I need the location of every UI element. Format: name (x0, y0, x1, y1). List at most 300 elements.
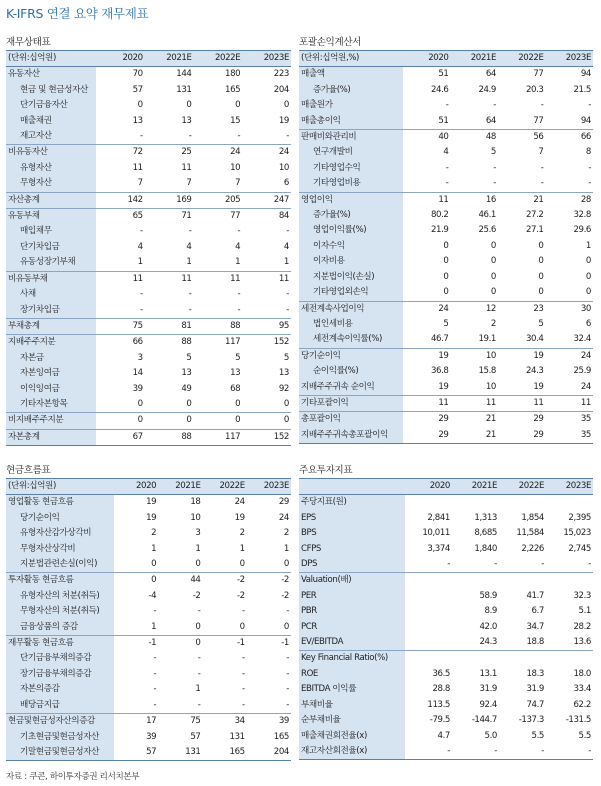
cell-value: 23 (498, 301, 546, 317)
table-row (6, 429, 291, 445)
unit-label: (단위:십억원) (6, 479, 114, 495)
cell-value: - (140, 226, 143, 237)
cell-value: 7 (186, 178, 192, 189)
row-label: 기타포괄이익 (299, 395, 403, 411)
row-label: Key Financial Ratio(%) (299, 651, 405, 667)
cell-value: 6.7 (531, 606, 544, 617)
row-label: 재무활동 현금흐름 (6, 636, 114, 652)
table-row (6, 573, 291, 589)
cell-value: 10 (190, 512, 201, 523)
cell-value: 12 (451, 301, 499, 317)
table-row (299, 285, 593, 301)
cell-value: 0 (239, 559, 245, 570)
cell-value: 0 (538, 287, 544, 298)
cell-value: -1 (247, 636, 291, 652)
cell-value: - (541, 559, 544, 570)
cell-value: 5 (283, 352, 289, 363)
cell-value: 21.5 (573, 84, 591, 95)
table-row (299, 667, 593, 682)
year-header: 2022E (499, 479, 546, 495)
cell-value: 204 (273, 84, 289, 95)
balance-sheet-title: 재무상태표 (6, 37, 51, 48)
cell-value (499, 573, 546, 589)
cell-value: 0 (443, 287, 449, 298)
cell-value: - (242, 699, 245, 710)
cell-value: 6 (283, 178, 289, 189)
cell-value: - (499, 744, 546, 760)
row-label: 총포괄이익 (299, 412, 403, 428)
table-row (299, 98, 593, 113)
row-label: 기타영업외손익 (299, 285, 403, 301)
cell-value: 0 (151, 559, 157, 570)
cell-value: - (286, 289, 289, 300)
row-label: 이자비용 (299, 254, 403, 269)
cell-value: - (242, 653, 245, 664)
cell-value: 0 (239, 621, 245, 632)
table-row (6, 67, 291, 83)
cell-value: 152 (242, 335, 291, 351)
cell-value: 7 (137, 178, 143, 189)
year-header: 2020 (96, 51, 145, 67)
cell-value: 24.6 (430, 84, 449, 95)
cell-value: 18.3 (526, 668, 544, 679)
cell-value: 29 (498, 412, 546, 428)
row-label: 매출총이익 (299, 114, 403, 130)
cell-value: 0 (235, 100, 241, 111)
cell-value: 46.1 (478, 210, 496, 221)
cell-value: 44 (158, 573, 202, 589)
cell-value: 5 (538, 318, 544, 329)
cell-value: 11 (145, 271, 194, 287)
cell-value: 2 (490, 318, 496, 329)
table-row (6, 287, 291, 302)
cell-value: 80.2 (430, 210, 449, 221)
cell-value: 24 (234, 497, 245, 508)
cell-value: 19 (234, 512, 245, 523)
row-label: PCR (299, 620, 405, 635)
cell-value: -2 (281, 590, 289, 601)
cell-value: 77 (533, 115, 544, 126)
cell-value: 95 (242, 318, 291, 334)
row-label: 증가율(%) (299, 208, 403, 223)
cell-value: 14 (132, 368, 143, 379)
cell-value: 19.1 (478, 334, 496, 345)
cell-value: 5.1 (578, 606, 591, 617)
cell-value: 57 (132, 84, 143, 95)
table-row (299, 542, 593, 557)
cell-value: 2 (151, 528, 157, 539)
cell-value: 142 (96, 192, 145, 208)
row-label: 매출원가 (299, 98, 403, 113)
unit-label (299, 479, 405, 495)
cell-value: -1 (203, 636, 247, 652)
cell-value: 24.3 (525, 366, 544, 377)
row-label: EV/EBITDA (299, 635, 405, 651)
cell-value (405, 620, 452, 635)
cell-value: 7 (235, 178, 241, 189)
cell-value: - (493, 162, 496, 173)
row-label: 기말현금및현금성자산 (6, 745, 114, 761)
row-label: 재고자산회전율(x) (299, 744, 405, 760)
key-indicators-table (299, 478, 593, 760)
cell-value (546, 573, 593, 589)
source-note: 자료 : 쿠콘, 하이투자증권 리서치본부 (6, 772, 140, 782)
cell-value: -144.7 (471, 715, 497, 726)
cell-value: 0 (585, 256, 591, 267)
year-header: 2020 (403, 51, 451, 67)
cell-value: 24 (242, 145, 291, 161)
row-label: 매출채권회전율(x) (299, 729, 405, 744)
table-row (6, 714, 291, 730)
cell-value: 165 (273, 731, 289, 742)
row-label: 자본총계 (6, 429, 96, 445)
cell-value: - (197, 668, 201, 679)
cell-value: 34 (203, 714, 247, 730)
cell-value: 25.6 (478, 225, 496, 236)
cell-value: 94 (580, 115, 591, 126)
cell-value: 84 (242, 209, 291, 225)
year-header: 2022E (194, 51, 243, 67)
cell-value: 5.5 (531, 730, 544, 741)
table-row (6, 495, 291, 511)
table-row (299, 604, 593, 619)
table-row (299, 573, 593, 589)
cell-value: - (153, 606, 157, 617)
cell-value: 17 (114, 714, 158, 730)
table-row (6, 176, 291, 192)
cell-value (405, 573, 452, 589)
row-label: 현금및현금성자산의증감 (6, 714, 114, 730)
cell-value: 18.0 (573, 668, 591, 679)
cell-value: 20.3 (525, 84, 544, 95)
table-row (6, 145, 291, 161)
cell-value: 0 (186, 100, 192, 111)
cell-value: 0 (194, 413, 243, 429)
table-row (6, 129, 291, 145)
cell-value: 15,023 (563, 528, 591, 539)
row-label: Valuation(배) (299, 573, 405, 589)
cell-value: 1,854 (521, 512, 544, 523)
row-label: 세전계속사업이익 (299, 301, 403, 317)
table-row (6, 745, 291, 761)
cell-value: 67 (96, 429, 145, 445)
cell-value: - (452, 744, 499, 760)
cell-value: 0 (137, 398, 143, 409)
cell-value: - (546, 744, 593, 760)
cell-value: 88 (194, 318, 243, 334)
cell-value: 1 (283, 543, 289, 554)
cell-value (452, 495, 499, 511)
cell-value (499, 651, 546, 667)
table-row (299, 332, 593, 348)
table-row (6, 240, 291, 255)
cell-value: 11 (194, 271, 243, 287)
row-label: 비유동부채 (6, 271, 96, 287)
cell-value: 58.9 (479, 590, 497, 601)
cell-value: 11,584 (516, 528, 544, 539)
table-row (6, 604, 291, 619)
cell-value: 204 (247, 745, 291, 761)
cell-value: 24.3 (479, 637, 497, 648)
cell-value: - (286, 653, 289, 664)
cell-value: - (153, 668, 157, 679)
row-label: 법인세비용 (299, 317, 403, 332)
table-row (6, 557, 291, 573)
cell-value: 31.9 (526, 684, 544, 695)
table-row (299, 192, 593, 208)
table-row (6, 161, 291, 176)
cell-value: 2,226 (521, 543, 544, 554)
cell-value: 11 (498, 395, 546, 411)
cell-value: - (447, 559, 450, 570)
row-label: 자본금 (6, 351, 96, 366)
cell-value: 18.8 (526, 637, 544, 648)
table-row (6, 651, 291, 666)
row-label: 단기금융자산 (6, 98, 96, 113)
row-label: CFPS (299, 542, 405, 557)
year-header: 2020 (405, 479, 452, 495)
cell-value: 1 (195, 684, 201, 695)
row-label: 이익잉여금 (6, 382, 96, 397)
cell-value: - (237, 226, 241, 237)
cell-value: 4 (283, 241, 289, 252)
cell-value: 165 (225, 84, 241, 95)
cell-value: 64 (485, 69, 496, 80)
table-row (6, 83, 291, 98)
row-label: 자본의증감 (6, 682, 114, 697)
table-row (6, 271, 291, 287)
cell-value: 10 (451, 348, 499, 364)
row-label: PER (299, 589, 405, 604)
cell-value: 0 (96, 413, 145, 429)
cell-value: 10,011 (422, 528, 450, 539)
table-row (6, 667, 291, 682)
cell-value: 0 (242, 413, 291, 429)
cell-value: 24 (194, 145, 243, 161)
cell-value: 169 (145, 192, 194, 208)
cell-value: 4.7 (437, 730, 450, 741)
cell-value: 1 (239, 543, 245, 554)
table-row (6, 224, 291, 239)
cell-value: 2 (239, 528, 245, 539)
cell-value: - (188, 304, 192, 315)
year-header: 2021E (158, 479, 202, 495)
cell-value: 144 (176, 69, 192, 80)
cell-value: -2 (247, 573, 291, 589)
year-header: 2022E (498, 51, 546, 67)
cell-value: 31.9 (479, 684, 497, 695)
cell-value (405, 635, 452, 651)
row-label: 비지배주주지분 (6, 413, 96, 429)
row-label: 기타영업수익 (299, 161, 403, 176)
unit-label: (단위:십억원) (6, 51, 96, 67)
cell-value: 29 (403, 428, 451, 444)
cell-value: - (140, 131, 143, 142)
unit-label: (단위:십억원,%) (299, 51, 403, 67)
row-label: 재고자산 (6, 129, 96, 145)
cell-value: 13 (181, 115, 192, 126)
cell-value: 75 (158, 714, 202, 730)
row-label: 기타자본항목 (6, 397, 96, 413)
cell-value: 19 (146, 512, 157, 523)
year-header: 2023E (546, 51, 594, 67)
row-label: 자산총계 (6, 192, 96, 208)
table-header-row (6, 51, 291, 67)
cell-value: - (237, 131, 241, 142)
cell-value: 0 (490, 256, 496, 267)
cell-value: 57 (190, 731, 201, 742)
cell-value: 36.8 (430, 366, 449, 377)
cell-value: 0 (585, 287, 591, 298)
cell-value: - (588, 559, 591, 570)
cell-value: 0 (145, 413, 194, 429)
row-label: 기초현금및현금성자산 (6, 730, 114, 745)
table-row (299, 145, 593, 160)
cell-value: 1 (137, 257, 143, 268)
row-label: 유형자산감가상각비 (6, 526, 114, 541)
cell-value: 19 (498, 348, 546, 364)
income-statement-section (299, 36, 593, 444)
table-row (299, 176, 593, 192)
cell-value: 3,374 (427, 543, 450, 554)
row-label: 무형자산 (6, 176, 96, 192)
table-row (299, 428, 593, 444)
cell-value: 21 (498, 192, 546, 208)
cell-value: - (493, 100, 496, 111)
table-row (6, 542, 291, 557)
cell-value: 6 (585, 318, 591, 329)
cell-value: 131 (176, 84, 192, 95)
cell-value (499, 495, 546, 511)
year-header: 2020 (114, 479, 158, 495)
cell-value: 1 (186, 257, 192, 268)
table-row (299, 713, 593, 728)
cell-value (405, 495, 452, 511)
table-row (299, 161, 593, 176)
row-label: 판매비와관리비 (299, 130, 403, 146)
cell-value: 4 (137, 241, 143, 252)
cell-value: - (237, 304, 241, 315)
cell-value: 11 (403, 192, 451, 208)
cell-value: 15 (230, 115, 241, 126)
cell-value: 13 (278, 368, 289, 379)
row-label: 배당금지급 (6, 698, 114, 714)
table-row (299, 130, 593, 146)
cell-value: 0 (195, 559, 201, 570)
cell-value: - (197, 606, 201, 617)
cell-value: 113.5 (427, 699, 450, 710)
row-label: BPS (299, 526, 405, 541)
cell-value: 51 (438, 69, 449, 80)
cell-value: 19 (278, 115, 289, 126)
cell-value: 48 (451, 130, 499, 146)
table-row (299, 495, 593, 511)
cell-value: 2,745 (568, 543, 591, 554)
cell-value: - (588, 100, 591, 111)
cell-value: 117 (194, 429, 243, 445)
cell-value (452, 651, 499, 667)
cell-value: 40 (403, 130, 451, 146)
cell-value: 66 (96, 335, 145, 351)
cell-value: 8.9 (484, 606, 497, 617)
cell-value: -131.5 (565, 715, 591, 726)
balance-sheet-table (6, 50, 291, 446)
cell-value: 4 (186, 241, 192, 252)
cell-value: 4 (443, 147, 449, 158)
table-row (299, 511, 593, 526)
table-row (299, 317, 593, 332)
cell-value: 13 (132, 115, 143, 126)
table-row (299, 114, 593, 130)
cell-value: 29 (498, 428, 546, 444)
cell-value: - (286, 684, 289, 695)
cell-value: 75 (96, 318, 145, 334)
cell-value: 152 (242, 429, 291, 445)
cell-value: 1 (283, 257, 289, 268)
cell-value: 2 (283, 528, 289, 539)
table-row (6, 98, 291, 113)
year-header: 2021E (451, 51, 499, 67)
cell-value: 64 (485, 115, 496, 126)
cell-value: 39 (146, 731, 157, 742)
cell-value: - (540, 178, 544, 189)
year-header: 2021E (452, 479, 499, 495)
cell-value: 13.6 (573, 637, 591, 648)
cell-value: - (153, 684, 157, 695)
table-row (299, 223, 593, 238)
cell-value: 49 (181, 383, 192, 394)
cell-value: 3 (137, 352, 143, 363)
table-row (6, 636, 291, 652)
table-row (299, 682, 593, 697)
row-label: 지분법관련손실(이익) (6, 557, 114, 573)
row-label: 기타영업비용 (299, 176, 403, 192)
cell-value: 29 (278, 497, 289, 508)
table-row (6, 589, 291, 604)
row-label: ROE (299, 667, 405, 682)
table-row (6, 511, 291, 526)
cell-value: - (188, 131, 192, 142)
table-row (6, 698, 291, 714)
cell-value: 11 (96, 271, 145, 287)
table-row (6, 366, 291, 381)
cell-value: 27.2 (525, 210, 544, 221)
cell-value: - (286, 131, 289, 142)
cell-value: - (242, 606, 245, 617)
cell-value: 0 (283, 559, 289, 570)
table-row (6, 114, 291, 129)
cell-value: 24.9 (478, 84, 496, 95)
row-label: 비유동자산 (6, 145, 96, 161)
cell-value: 32.8 (573, 210, 591, 221)
row-label: 세전계속이익률(%) (299, 332, 403, 348)
cell-value: - (445, 178, 449, 189)
cell-value: 0 (443, 271, 449, 282)
cell-value: 11 (132, 162, 143, 173)
cell-value: - (286, 606, 289, 617)
table-row (299, 698, 593, 713)
cell-value: - (242, 668, 245, 679)
cell-value: - (286, 668, 289, 679)
cell-value: 16 (451, 192, 499, 208)
cell-value: 72 (96, 145, 145, 161)
cell-value: 42.0 (479, 621, 497, 632)
cell-value: 0 (283, 398, 289, 409)
cell-value: - (445, 162, 449, 173)
table-row (6, 413, 291, 429)
row-label: 유동부채 (6, 209, 96, 225)
cell-value: -1 (114, 636, 158, 652)
